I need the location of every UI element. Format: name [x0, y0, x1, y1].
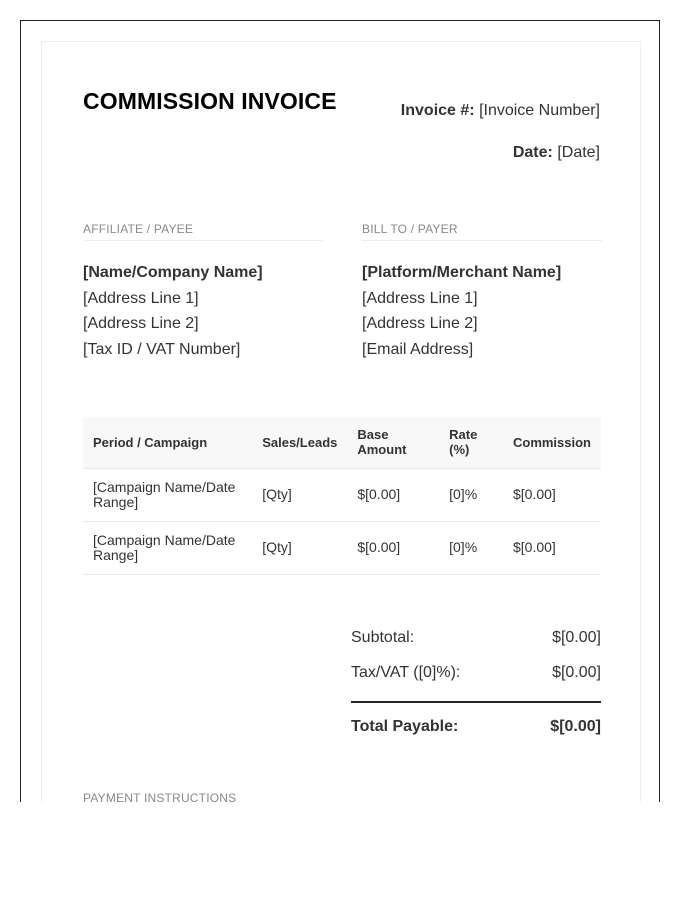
- payment-instructions-heading: PAYMENT INSTRUCTIONS: [83, 791, 237, 802]
- header-period-campaign: Period / Campaign: [83, 417, 252, 468]
- header-sales-leads: Sales/Leads: [252, 417, 347, 468]
- cell-period-campaign: [Campaign Name/Date Range]: [83, 468, 252, 521]
- affiliate-heading: AFFILIATE / PAYEE: [83, 222, 323, 241]
- payer-name: [Platform/Merchant Name]: [362, 264, 562, 281]
- invoice-page: [41, 41, 641, 802]
- invoice-number-label: Invoice #:: [400, 102, 475, 119]
- affiliate-address-line-1: [Address Line 1]: [83, 289, 199, 307]
- cell-sales-leads: [Qty]: [252, 521, 347, 574]
- cell-rate: [0]%: [439, 468, 503, 521]
- payer-section: [362, 222, 602, 362]
- affiliate-details: [83, 260, 323, 362]
- invoice-date-label: Date:: [512, 144, 553, 161]
- payer-address-line-2: [Address Line 2]: [362, 315, 478, 332]
- invoice-date-value: [Date]: [557, 144, 600, 161]
- tax-row: [351, 655, 601, 690]
- invoice-date: [513, 144, 600, 162]
- cell-base-amount: $[0.00]: [347, 468, 439, 521]
- affiliate-tax-id: [Tax ID / VAT Number]: [83, 340, 241, 358]
- table-row: [83, 521, 601, 574]
- commission-table: [83, 417, 601, 575]
- totals-section: [351, 620, 601, 745]
- tax-value: $[0.00]: [552, 663, 601, 681]
- table-header-row: [83, 417, 601, 468]
- subtotal-value: $[0.00]: [552, 628, 601, 646]
- document-viewport: [20, 20, 660, 802]
- cell-period-campaign: [Campaign Name/Date Range]: [83, 521, 252, 574]
- total-value: $[0.00]: [550, 718, 601, 735]
- cell-rate: [0]%: [439, 521, 503, 574]
- payer-heading: BILL TO / PAYER: [362, 222, 602, 241]
- cell-commission: $[0.00]: [503, 521, 601, 574]
- total-label: Total Payable:: [351, 718, 459, 735]
- cell-base-amount: $[0.00]: [347, 521, 439, 574]
- tax-label: Tax/VAT ([0]%):: [351, 663, 461, 681]
- cell-commission: $[0.00]: [503, 468, 601, 521]
- total-row: [351, 701, 601, 745]
- invoice-number-value: [Invoice Number]: [479, 102, 600, 119]
- subtotal-label: Subtotal:: [351, 628, 415, 646]
- cell-sales-leads: [Qty]: [252, 468, 347, 521]
- payer-email: [Email Address]: [362, 340, 474, 358]
- header-commission: Commission: [503, 417, 601, 468]
- payer-address-line-1: [Address Line 1]: [362, 289, 478, 307]
- affiliate-section: [83, 222, 323, 362]
- subtotal-row: [351, 620, 601, 655]
- header-rate: Rate (%): [439, 417, 503, 468]
- header-base-amount: Base Amount: [347, 417, 439, 468]
- invoice-title: COMMISSION INVOICE: [83, 88, 337, 114]
- affiliate-address-line-2: [Address Line 2]: [83, 315, 199, 332]
- payer-details: [362, 260, 602, 362]
- invoice-number: [401, 102, 600, 120]
- table-row: [83, 468, 601, 521]
- affiliate-name: [Name/Company Name]: [83, 264, 263, 281]
